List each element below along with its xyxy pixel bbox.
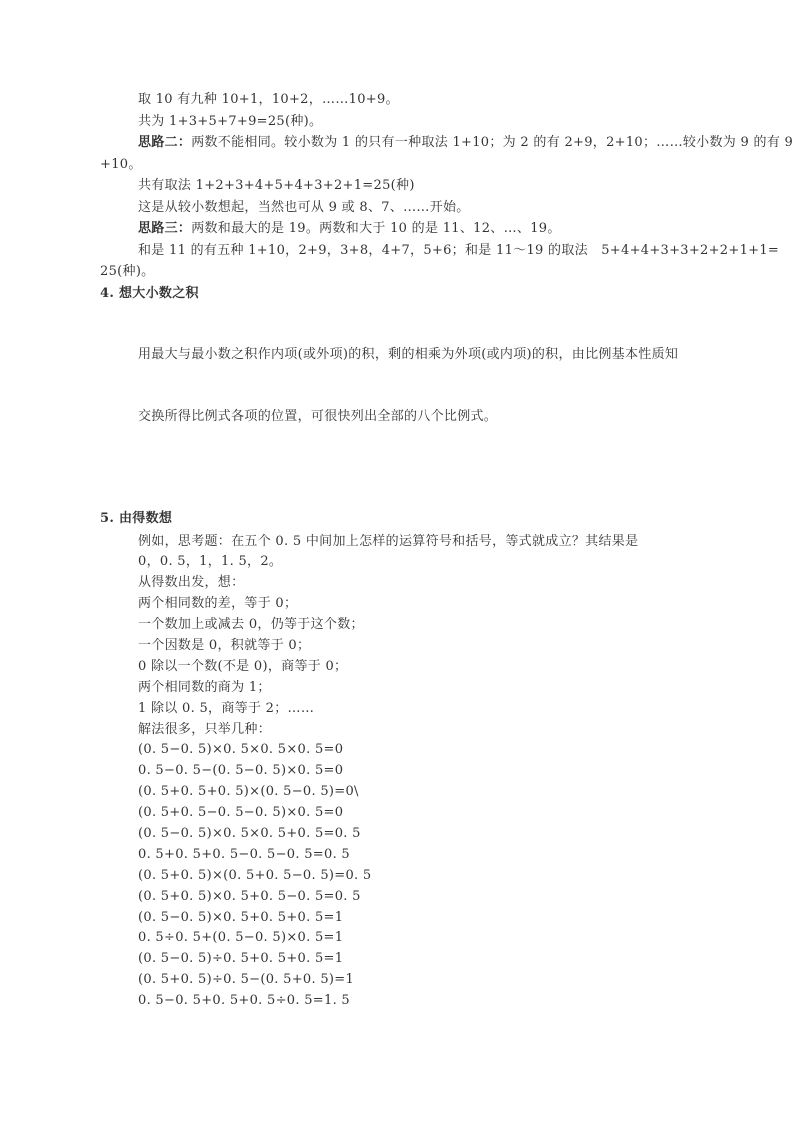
- equation-line: (0. 5−0. 5)×0. 5+0. 5+0. 5=1: [138, 909, 344, 925]
- equation-line: 0. 5−0. 5+0. 5+0. 5÷0. 5=1. 5: [138, 993, 351, 1009]
- document-content: [100, 89, 793, 1012]
- equation-line: (0. 5+0. 5)÷0. 5−(0. 5+0. 5)=1: [138, 972, 355, 988]
- equation-line: (0. 5+0. 5−0. 5−0. 5)×0. 5=0: [138, 805, 344, 821]
- text-line: 共为 1+3+5+7+9=25(种)。: [138, 113, 323, 129]
- equation-line: 0. 5−0. 5−(0. 5−0. 5)×0. 5=0: [138, 763, 344, 779]
- text-line: 这是从较小数想起，当然也可从 9 或 8、7、……开始。: [138, 199, 470, 215]
- text-line: 和是 11 的有五种 1+10，2+9，3+8，4+7，5+6；和是 11～19 的取法 5+4+4+3+3+2+2+1+1=: [138, 242, 780, 258]
- text-line: 两数和最大的是 19。两数和大于 10 的是 11、12、…、19。: [191, 221, 561, 236]
- text-line: 取 10 有九种 10+1，10+2，……10+9。: [138, 92, 399, 107]
- text-line: 交换所得比例式各项的位置，可很快列出全部的八个比例式。: [138, 408, 498, 424]
- text-line: 25(种)。: [100, 264, 155, 279]
- text-line: 共有取法 1+2+3+4+5+4+3+2+1=25(种): [138, 178, 415, 193]
- text-line: +10。: [100, 156, 142, 172]
- paragraph-lead: 思路二：: [138, 135, 192, 150]
- text-line: 两个相同数的商为 1；: [138, 679, 271, 695]
- text-line: 例如，思考题：在五个 0. 5 中间加上怎样的运算符号和括号，等式就成立？其结果是: [138, 533, 639, 549]
- text-line: [100, 218, 740, 240]
- equation-line: (0. 5+0. 5)×(0. 5+0. 5−0. 5)=0. 5: [138, 867, 372, 883]
- text-line: 从得数出发，想：: [138, 575, 245, 591]
- text-line: [100, 132, 793, 154]
- section-4-heading: 4. 想大小数之积: [100, 285, 199, 301]
- equation-line: (0. 5−0. 5)÷0. 5+0. 5+0. 5=1: [138, 951, 344, 967]
- equation-line: (0. 5−0. 5)×0. 5×0. 5×0. 5=0: [138, 742, 344, 758]
- paragraph-lead: 思路三：: [138, 221, 192, 236]
- text-line: 两数不能相同。较小数为 1 的只有一种取法 1+10；为 2 的有 2+9，2+10；……较小数为 9 的有 9: [191, 135, 793, 150]
- equation-line: (0. 5+0. 5+0. 5)×(0. 5−0. 5)=0\: [138, 784, 359, 800]
- text-line: 用最大与最小数之积作内项(或外项)的积，剩的相乘为外项(或内项)的积，由比例基本性质知: [138, 347, 679, 362]
- text-line: 0，0. 5，1，1. 5，2。: [138, 554, 283, 570]
- text-line: 解法很多，只举几种：: [138, 721, 272, 737]
- text-line: 一个因数是 0，积就等于 0；: [138, 637, 311, 653]
- text-line: 1 除以 0. 5，商等于 2；……: [138, 700, 315, 716]
- text-line: 一个数加上或减去 0，仍等于这个数；: [138, 617, 364, 633]
- section-5-heading: 5. 由得数想: [100, 511, 173, 526]
- equation-line: (0. 5+0. 5)×0. 5+0. 5−0. 5=0. 5: [138, 888, 361, 904]
- text-line: 0 除以一个数(不是 0)，商等于 0；: [138, 658, 348, 674]
- equation-line: 0. 5+0. 5+0. 5−0. 5−0. 5=0. 5: [138, 846, 351, 862]
- equation-line: 0. 5÷0. 5+(0. 5−0. 5)×0. 5=1: [138, 930, 344, 946]
- equation-line: (0. 5−0. 5)×0. 5×0. 5+0. 5=0. 5: [138, 825, 361, 841]
- text-line: 两个相同数的差，等于 0；: [138, 596, 298, 612]
